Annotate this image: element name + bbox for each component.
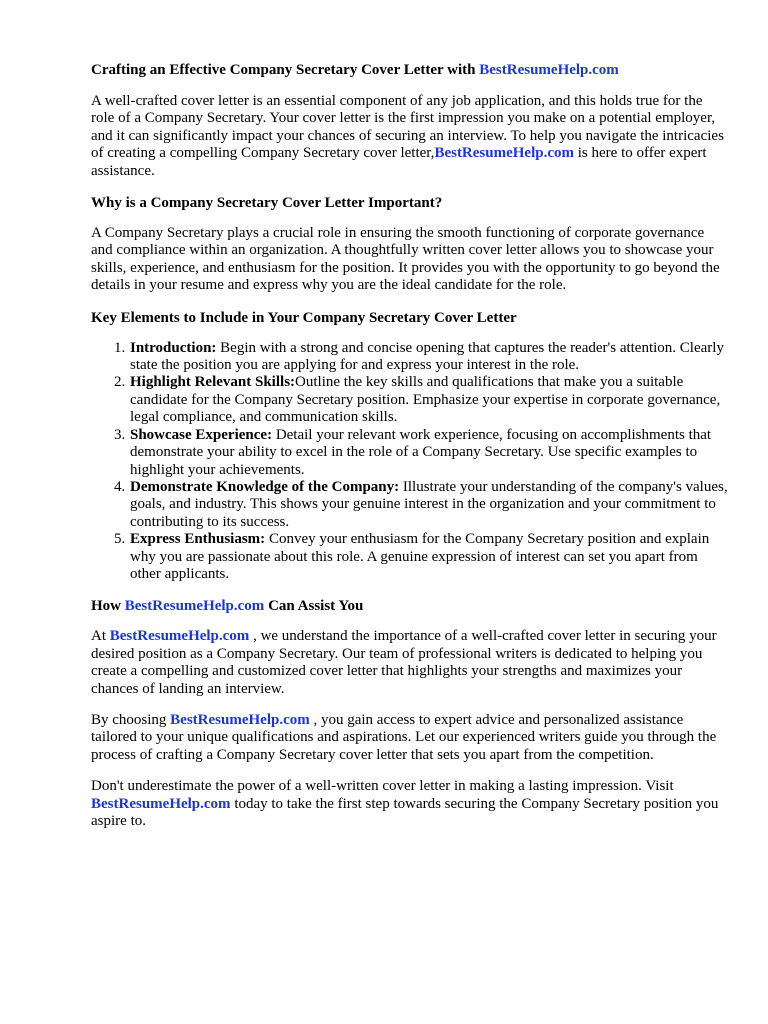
list-item-term: Highlight Relevant Skills: [130, 374, 296, 391]
intro-text-after: is here to offer expert assistance. [91, 145, 707, 179]
list-item-skills [129, 374, 728, 426]
para1-after: , we understand the importance of a well-crafted cover letter in securing your desired position as a Company Secretary. Our team of professional writers is dedicated to helping you create a compelling and customized cover letter that highlights your strengths and maximizes your chances of landing an interview. [91, 628, 717, 697]
para2-after: , you gain access to expert advice and personalized assistance tailored to your unique qualifications and aspirations. Let our experienced writers guide you through the process of crafting a Company Secretary cover letter that sets you apart from the competition. [91, 711, 717, 763]
list-item-enthusiasm [129, 531, 728, 583]
page-title [91, 61, 728, 79]
title-text: Crafting an Effective Company Secretary Cover Letter with [91, 62, 476, 78]
how-heading-before: How [91, 598, 121, 615]
brand-link-para-1[interactable]: BestResumeHelp.com [109, 628, 250, 645]
intro-text-before: A well-crafted cover letter is an essential component of any job application, and this holds true for the role of a Company Secretary. Your cover letter is the first impression you make on a potential employer, and it can significantly impact your chances of securing an interview. To help you navigate the intricacies of creating a compelling Company Secretary cover letter, [91, 93, 724, 162]
how-heading-after: Can Assist You [268, 598, 364, 615]
list-item-text: Detail your relevant work experience, focusing on accomplishments that demonstrate your ability to excel in the role of a Company Secretary. Use specific examples to highlight your achievements. [130, 426, 712, 478]
brand-link-para-2[interactable]: BestResumeHelp.com [170, 711, 310, 728]
brand-link-how-heading[interactable]: BestResumeHelp.com [124, 598, 265, 615]
para2-before: By choosing [91, 711, 167, 728]
why-heading: Why is a Company Secretary Cover Letter Important? [91, 195, 443, 212]
how-paragraph-1 [91, 628, 728, 698]
list-item-term: Showcase Experience: [130, 426, 273, 443]
brand-link-intro[interactable]: BestResumeHelp.com [434, 145, 574, 162]
list-item-knowledge [129, 479, 728, 531]
list-item-term: Express Enthusiasm: [130, 531, 266, 548]
list-item-experience [129, 427, 728, 479]
para1-before: At [91, 628, 106, 645]
brand-link-para-3[interactable]: BestResumeHelp.com [91, 795, 231, 812]
para3-after: today to take the first step towards securing the Company Secretary position you aspire to. [91, 795, 719, 829]
para3-before: Don't underestimate the power of a well-written cover letter in making a lasting impression. Visit [91, 778, 674, 795]
key-elements-list [91, 340, 728, 584]
why-paragraph: A Company Secretary plays a crucial role in ensuring the smooth functioning of corporate governance and compliance within an organization. A thoughtfully written cover letter allows you to showcase your skills, experience, and enthusiasm for the position. It provides you with the opportunity to go beyond the details in your resume and express why you are the ideal candidate for the role. [91, 225, 720, 294]
list-item-text: Convey your enthusiasm for the Company Secretary position and explain why you are passionate about this role. A genuine expression of interest can set you apart from other applicants. [130, 531, 710, 582]
how-heading [91, 597, 728, 615]
list-item-text: Outline the key skills and qualifications that make you a suitable candidate for the Company Secretary position. Emphasize your expertise in corporate governance, legal compliance, and communication skills. [130, 374, 721, 426]
key-elements-heading: Key Elements to Include in Your Company Secretary Cover Letter [91, 309, 517, 326]
list-item-term: Introduction: [130, 339, 217, 356]
brand-link-title[interactable]: BestResumeHelp.com [479, 62, 619, 78]
list-item-text: Illustrate your understanding of the company's values, goals, and industry. This shows your genuine interest in the organization and your commitment to contributing to its success. [130, 478, 728, 530]
list-item-text: Begin with a strong and concise opening that captures the reader's attention. Clearly state the position you are applying for and express your interest in the role. [130, 339, 724, 374]
list-item-introduction [129, 340, 728, 375]
how-paragraph-2 [91, 712, 728, 764]
list-item-term: Demonstrate Knowledge of the Company: [130, 478, 400, 495]
intro-paragraph [91, 93, 728, 180]
how-paragraph-3 [91, 778, 728, 830]
